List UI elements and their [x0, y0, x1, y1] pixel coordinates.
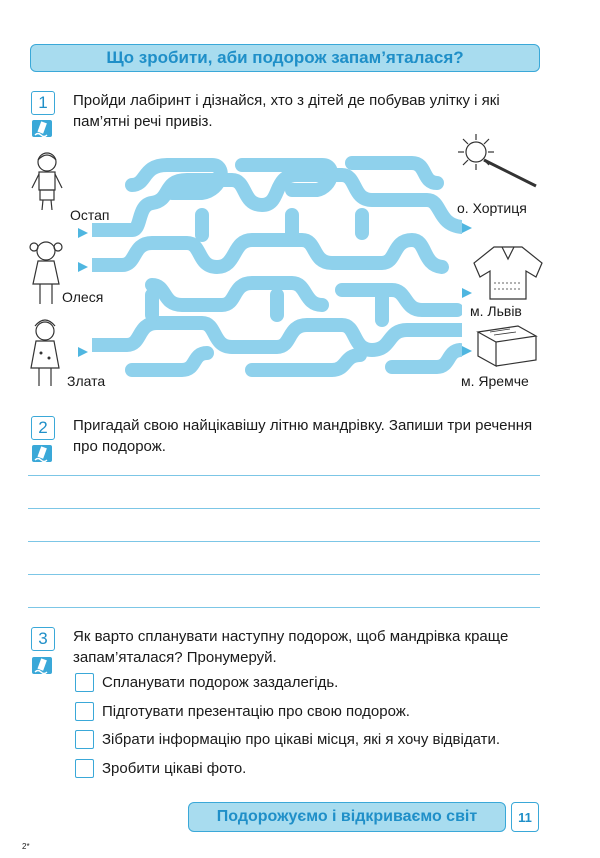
child-name-zlata: Злата: [67, 373, 106, 389]
boy-ostap-figure: [28, 150, 66, 212]
pencil-icon: [31, 118, 53, 138]
place-khortytsia: о. Хортиця: [457, 200, 527, 216]
embroidered-shirt-icon: [472, 243, 544, 301]
option-label: Зробити цікаві фото.: [102, 760, 247, 777]
option-row[interactable]: [75, 759, 246, 778]
pencil-icon: [31, 655, 53, 675]
writing-line[interactable]: [28, 541, 540, 542]
number-box[interactable]: [75, 702, 94, 721]
girl-zlata-figure: [25, 318, 65, 390]
writing-line[interactable]: [28, 574, 540, 575]
option-row[interactable]: [75, 702, 410, 721]
task1-text: Пройди лабіринт і дізнайся, хто з дітей де побував улітку і які пам’ятні речі привіз.: [73, 92, 500, 130]
writing-line[interactable]: [28, 607, 540, 608]
number-box[interactable]: [75, 673, 94, 692]
pencil-icon: [31, 443, 53, 463]
arrow-zlata: [78, 347, 88, 357]
corner-mark: 2*: [22, 842, 30, 851]
arrow-khortytsia: [462, 223, 472, 233]
task2-number: 2: [31, 416, 55, 440]
labyrinth[interactable]: [92, 155, 462, 380]
footer-banner: [188, 802, 506, 832]
writing-line[interactable]: [28, 508, 540, 509]
task3-text: Як варто спланувати наступну подорож, щоб мандрівка краще запам’яталася? Пронумеруй.: [73, 628, 509, 666]
page-title-bar: [30, 44, 540, 72]
arrow-olesya: [78, 262, 88, 272]
place-lviv: м. Львів: [470, 303, 522, 319]
task3-number: 3: [31, 627, 55, 651]
option-label: Зібрати інформацію про цікаві місця, які я хочу відвідати.: [102, 731, 501, 748]
page-number: 11: [511, 802, 539, 832]
footer-label: Подорожуємо і відкриваємо світ: [216, 808, 478, 825]
mace-icon: [454, 130, 542, 192]
number-box[interactable]: [75, 759, 94, 778]
child-name-ostap: Остап: [70, 207, 110, 223]
number-box[interactable]: [75, 730, 94, 749]
task1-number: 1: [31, 91, 55, 115]
option-label: Спланувати подорож заздалегідь.: [102, 674, 339, 691]
option-row[interactable]: [75, 673, 338, 692]
arrow-ostap: [78, 228, 88, 238]
option-row[interactable]: [75, 730, 500, 749]
writing-line[interactable]: [28, 475, 540, 476]
place-yaremche: м. Яремче: [461, 373, 529, 389]
option-label: Підготувати презентацію про свою подорож.: [102, 703, 410, 720]
wooden-box-icon: [470, 322, 542, 370]
page-title: Що зробити, аби подорож запам’яталася?: [106, 48, 464, 67]
arrow-yaremche: [462, 346, 472, 356]
girl-olesya-figure: [26, 238, 66, 308]
child-name-olesya: Олеся: [62, 289, 104, 305]
arrow-lviv: [462, 288, 472, 298]
task2-text: Пригадай свою найцікавішу літню мандрівку. Запиши три речення про подорож.: [73, 417, 533, 455]
